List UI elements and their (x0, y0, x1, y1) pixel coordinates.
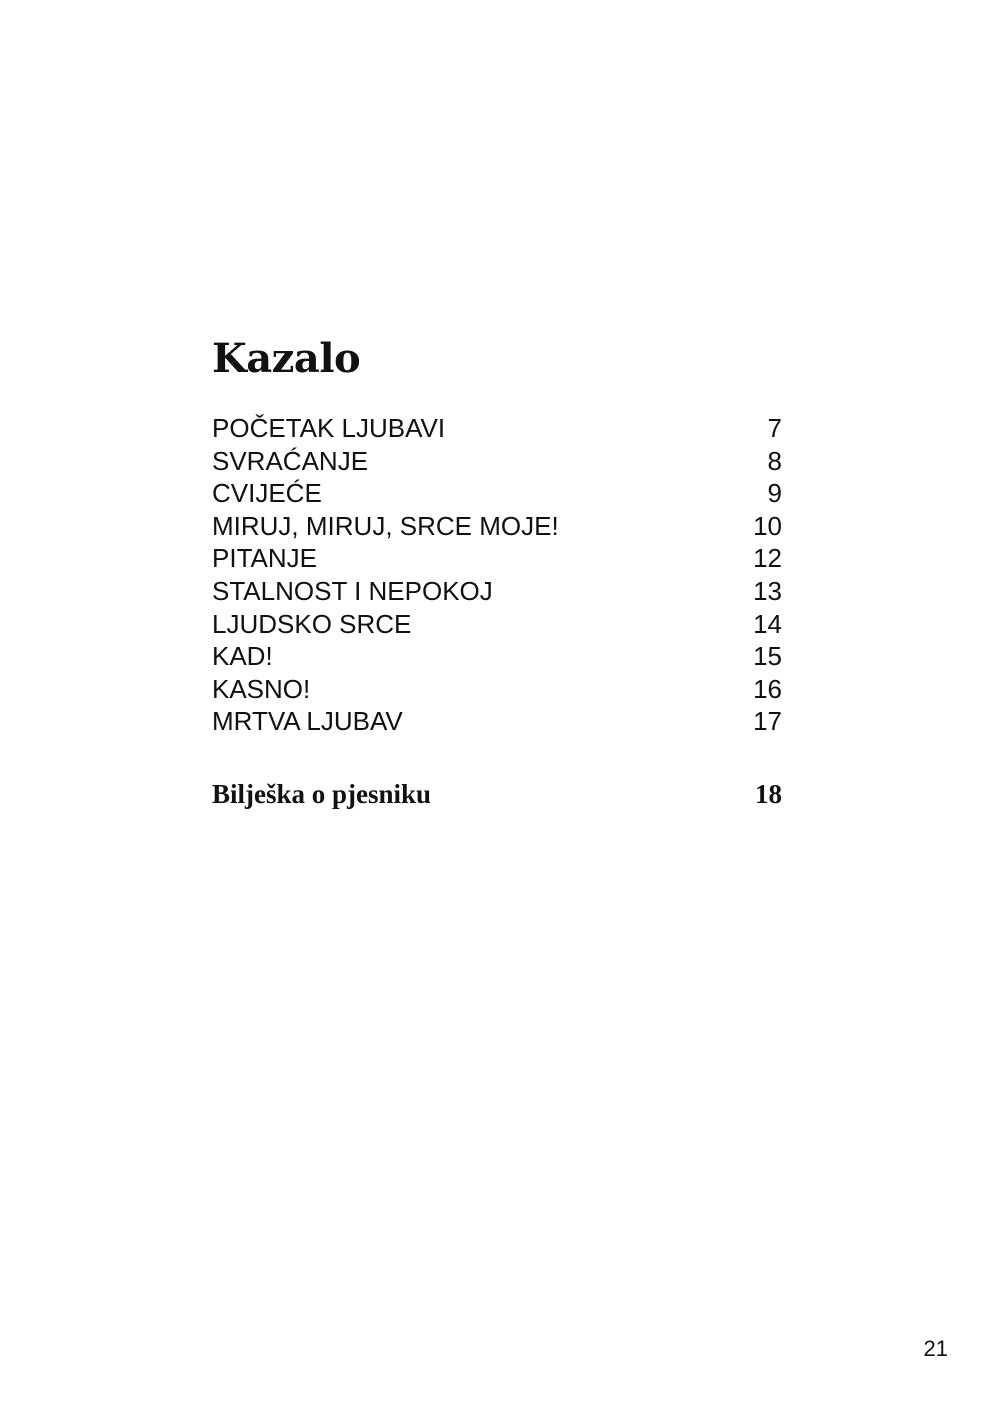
toc-entry (212, 575, 782, 608)
toc-entry (212, 412, 782, 445)
toc-entry-title: LJUDSKO SRCE (212, 608, 412, 639)
toc-entry-title: MRTVA LJUBAV (212, 706, 403, 737)
toc-entry-page: 12 (753, 543, 782, 574)
toc-entry (212, 445, 782, 478)
toc-entry-title: STALNOST I NEPOKOJ (212, 575, 493, 606)
toc-entry (212, 640, 782, 673)
toc-entry-page: 15 (753, 641, 782, 672)
toc-entry (212, 477, 782, 510)
toc-entry-title: KAD! (212, 641, 273, 672)
toc-entry-page: 9 (767, 478, 782, 509)
page-title: Kazalo (212, 335, 361, 382)
toc-entry-page: 14 (753, 608, 782, 639)
toc-entry-page: 13 (753, 575, 782, 606)
toc-entry-title: CVIJEĆE (212, 478, 322, 509)
toc-entry (212, 542, 782, 575)
toc-note-page: 18 (755, 779, 782, 809)
toc-list (212, 412, 782, 738)
toc-entry-page: 7 (767, 413, 782, 443)
toc-note-entry (212, 776, 782, 812)
toc-entry-page: 16 (753, 673, 782, 704)
toc-entry (212, 673, 782, 706)
toc-entry (212, 608, 782, 641)
toc-entry (212, 705, 782, 738)
toc-entry-page: 8 (767, 445, 782, 476)
toc-entry-title: KASNO! (212, 673, 311, 704)
toc-entry-title: PITANJE (212, 543, 317, 574)
toc-entry-page: 10 (753, 510, 782, 541)
page-number: 21 (923, 1336, 948, 1361)
toc-note-title: Bilješka o pjesniku (212, 779, 432, 809)
toc-entry (212, 510, 782, 543)
toc-entry-title: SVRAĆANJE (212, 445, 369, 476)
toc-entry-page: 17 (753, 706, 782, 737)
toc-entry-title: POČETAK LJUBAVI (212, 413, 446, 443)
toc-entry-title: MIRUJ, MIRUJ, SRCE MOJE! (212, 510, 559, 541)
